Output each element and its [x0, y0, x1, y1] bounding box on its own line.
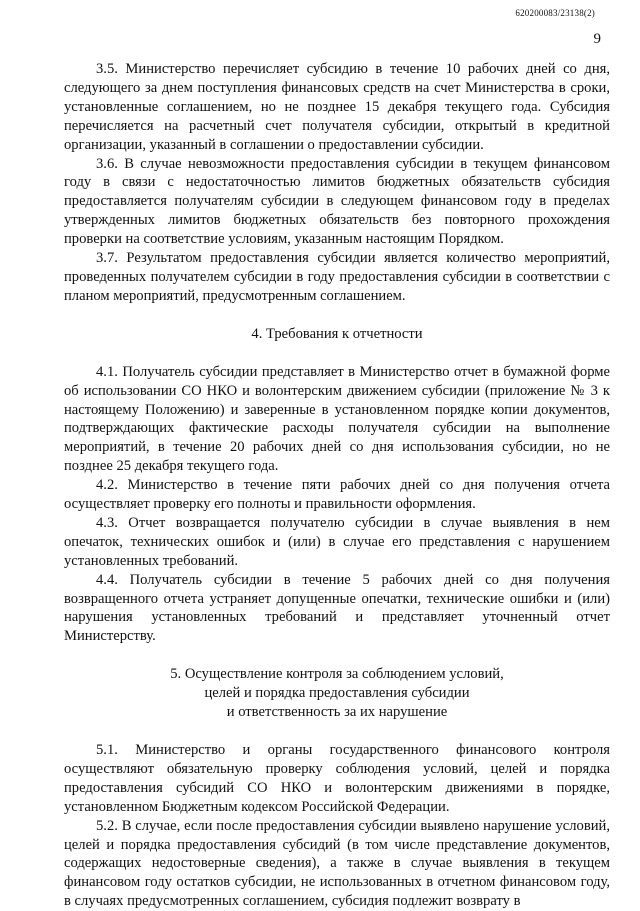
- document-id: 620200083/23138(2): [515, 8, 595, 18]
- paragraph-4-1: 4.1. Получатель субсидии представляет в Министерство отчет в бумажной форме об использовании СО НКО и волонтерским движением субсидии (приложение № 3 к настоящему Положению) и заверенные в установленном порядке копии документов, подтверждающих фактические расходы получателя субсидии на выполнение мероприятий, в течение 20 рабочих дней со дня использования субсидии, но не позднее 25 декабря текущего года.: [64, 363, 610, 475]
- paragraph-3-7: 3.7. Результатом предоставления субсидии является количество мероприятий, проведенных получателем субсидии в году предоставления субсидии в соответствии с планом мероприятий, предусмотренным соглашением.: [64, 250, 610, 304]
- section-4-title: 4. Требования к отчетности: [251, 325, 423, 342]
- section-5-title-line-1: 5. Осуществление контроля за соблюдением условий,: [170, 666, 504, 683]
- paragraph-5-2: 5.2. В случае, если после предоставления субсидии выявлено нарушение условий, целей и порядка предоставления субсидий (в том числе представление документов, содержащих недостоверные сведения), а также в случае выявления в текущем финансовом году остатков субсидии, не использованных в отчетном финансовом году, в случаях предусмотренных соглашением, субсидия подлежит возврату в: [64, 817, 610, 910]
- paragraph-3-5: 3.5. Министерство перечисляет субсидию в течение 10 рабочих дней со дня, следующего за днем поступления финансовых средств на счет Министерства в сроки, установленные соглашением, но не позднее 15 декабря текущего года. Субсидия перечисляется на расчетный счет получателя субсидии, открытый в кредитной организации, указанный в соглашении о предоставлении субсидии.: [64, 61, 610, 153]
- paragraph-4-3: 4.3. Отчет возвращается получателю субсидии в случае выявления в нем опечаток, технических ошибок и (или) в случае его представления с нарушением установленных требований.: [64, 514, 610, 569]
- document-body: [64, 60, 610, 911]
- paragraph-4-2: 4.2. Министерство в течение пяти рабочих дней со дня получения отчета осуществляет проверку его полноты и правильности оформления.: [64, 477, 610, 513]
- section-5-title-line-2: целей и порядка предоставления субсидии: [204, 685, 470, 702]
- section-5-title: [64, 665, 610, 722]
- page-number: 9: [593, 31, 601, 47]
- paragraph-4-4: 4.4. Получатель субсидии в течение 5 рабочих дней со дня получения возвращенного отчета устраняет допущенные опечатки, технические ошибки и (или) нарушения установленных требований и представляет уточненный отчет Министерству.: [64, 571, 610, 645]
- section-5-title-line-3: и ответственность за их нарушение: [226, 704, 448, 721]
- paragraph-3-6: 3.6. В случае невозможности предоставления субсидии в текущем финансовом году в связи с недостаточностью лимитов бюджетных обязательств субсидия предоставляется получателям субсидии в следующем финансовом году в пределах утвержденных лимитов бюджетных обязательств без повторного прохождения проверки на соответствие условиям, указанным настоящим Порядком.: [64, 155, 610, 248]
- paragraph-5-1: 5.1. Министерство и органы государственного финансового контроля осуществляют обязательную проверку соблюдения условий, целей и порядка предоставления субсидий СО НКО и волонтерским движениями в порядке, установленном Бюджетным кодексом Российской Федерации.: [64, 742, 610, 815]
